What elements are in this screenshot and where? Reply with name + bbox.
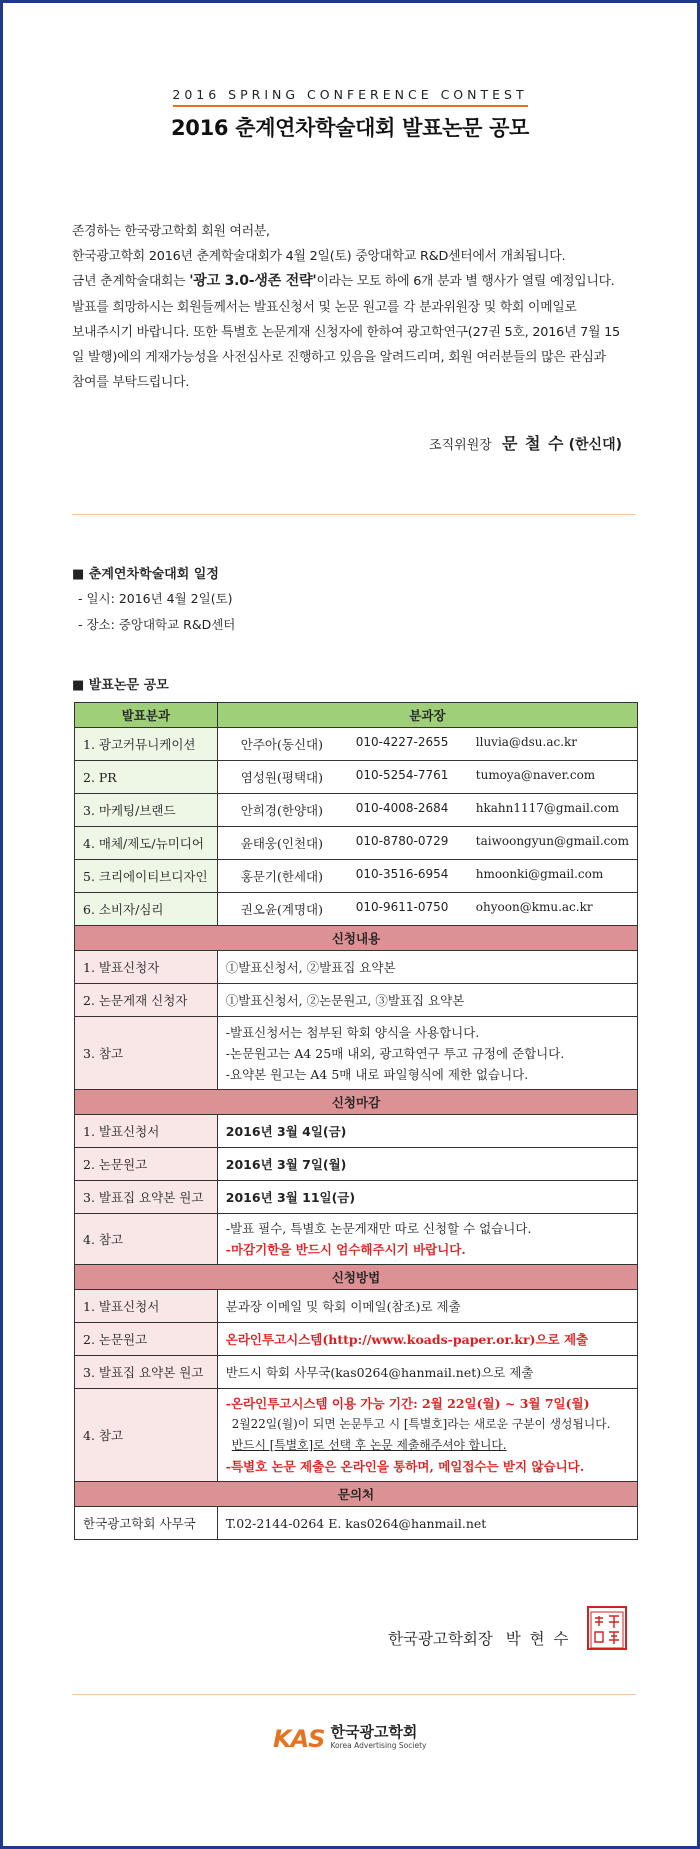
section-header-contact: 문의처 (75, 1482, 638, 1507)
row-value: 2016년 3월 11일(금) (217, 1181, 637, 1214)
division-row (75, 761, 638, 794)
chair-affiliation: (한신대) (568, 437, 622, 453)
president-name: 박 현 수 (505, 1630, 571, 1648)
division-phone: 010-9611-0750 (355, 900, 449, 914)
division-name: 5. 크리에이티브디자인 (75, 860, 218, 893)
section-header-method: 신청방법 (75, 1265, 638, 1290)
page-title: 2016 춘계연차학술대회 발표논문 공모 (170, 116, 530, 140)
page (3, 3, 697, 1846)
president-signature (388, 1627, 571, 1649)
table-row (75, 1507, 638, 1540)
table-row (75, 984, 638, 1017)
row-value: 2016년 3월 4일(금) (217, 1115, 637, 1148)
society-logo (273, 1725, 426, 1753)
invitation-letter (72, 219, 642, 395)
note-line: -발표 필수, 특별호 논문게재만 따로 신청할 수 없습니다. (225, 1221, 532, 1236)
section-header-row (75, 1265, 638, 1290)
column-header-chair: 분과장 (217, 703, 637, 728)
division-name: 4. 매체/제도/뉴미디어 (75, 827, 218, 860)
division-phone: 010-4008-2684 (355, 801, 449, 815)
row-value (217, 1389, 637, 1482)
row-label: 3. 발표집 요약본 원고 (75, 1181, 218, 1214)
letter-line: 존경하는 한국광고학회 회원 여러분, (72, 224, 270, 239)
chair-role: 조직위원장 (429, 438, 492, 453)
letter-line: 일 발행)에의 게재가능성을 사전심사로 진행하고 있음을 알려드리며, 회원 여러분들의 많은 관심과 (72, 350, 606, 366)
letter-text: 금년 춘계학술대회는 (72, 274, 190, 290)
division-chair: 권오윤(계명대) (240, 902, 323, 917)
chair-name: 문 철 수 (501, 434, 565, 453)
row-label: 2. 논문게재 신청자 (75, 984, 218, 1017)
row-value: 반드시 학회 사무국(kas0264@hanmail.net)으로 제출 (217, 1356, 637, 1389)
table-row (75, 1148, 638, 1181)
table-header-row (75, 703, 638, 728)
row-label: 1. 발표신청서 (75, 1290, 218, 1323)
row-value: ①발표신청서, ②발표집 요약본 (217, 951, 637, 984)
division-email[interactable]: ohyoon@kmu.ac.kr (475, 900, 593, 914)
division-chair: 윤태웅(인천대) (240, 836, 323, 851)
divider (72, 514, 636, 515)
table-row (75, 1181, 638, 1214)
division-email[interactable]: tumoya@naver.com (475, 768, 596, 782)
division-chair: 안주아(동신대) (240, 737, 323, 752)
letter-text: 이라는 모토 하에 6개 분과 별 행사가 열릴 예정입니다. (316, 274, 615, 290)
note-line-emphasis: -온라인투고시스템 이용 가능 기간: 2월 22일(월) ~ 3월 7일(월) (225, 1396, 590, 1411)
section-header-deadline: 신청마감 (75, 1090, 638, 1115)
schedule-date: - 일시: 2016년 4월 2일(토) (78, 591, 233, 606)
division-email[interactable]: hkahn1117@gmail.com (475, 801, 619, 815)
division-row (75, 860, 638, 893)
table-row (75, 1389, 638, 1482)
row-label: 4. 참고 (75, 1389, 218, 1482)
row-value: ①발표신청서, ②논문원고, ③발표집 요약본 (217, 984, 637, 1017)
section-header-row (75, 1482, 638, 1507)
seal-icon (589, 1610, 625, 1650)
contact-value: T.02-2144-0264 E. kas0264@hanmail.net (217, 1507, 637, 1540)
row-label: 3. 발표집 요약본 원고 (75, 1356, 218, 1389)
note-line: 2월22일(월)이 되면 논문투고 시 [특별호]라는 새로운 구분이 생성됩니다. (231, 1417, 611, 1431)
division-email[interactable]: lluvia@dsu.ac.kr (475, 735, 578, 749)
division-phone: 010-3516-6954 (355, 867, 449, 881)
division-name: 3. 마케팅/브랜드 (75, 794, 218, 827)
row-value: 2016년 3월 7일(월) (217, 1148, 637, 1181)
division-row (75, 794, 638, 827)
official-seal-stamp (587, 1606, 627, 1650)
division-row (75, 728, 638, 761)
letter-line: 참여를 부탁드립니다. (72, 375, 190, 391)
paper-call-table (74, 702, 638, 1540)
note-line-emphasis: -마감기한을 반드시 엄수해주시기 바랍니다. (225, 1242, 466, 1257)
row-label: 2. 논문원고 (75, 1148, 218, 1181)
table-row (75, 1356, 638, 1389)
division-row (75, 827, 638, 860)
column-header-division: 발표분과 (75, 703, 218, 728)
row-label: 2. 논문원고 (75, 1323, 218, 1356)
note-line: -논문원고는 A4 25매 내외, 광고학연구 투고 규정에 준합니다. (225, 1045, 565, 1061)
division-name: 2. PR (75, 761, 218, 794)
letter-line (72, 269, 642, 294)
division-chair: 홍문기(한세대) (240, 869, 323, 884)
logo-korean-name: 한국광고학회 (330, 1723, 418, 1741)
president-title: 한국광고학회장 (388, 1630, 493, 1648)
division-email[interactable]: taiwoongyun@gmail.com (475, 834, 629, 848)
note-line-emphasis: -특별호 논문 제출은 온라인을 통하며, 메일접수는 받지 않습니다. (225, 1459, 585, 1474)
section-header-apply: 신청내용 (75, 926, 638, 951)
note-line: 반드시 [특별호]로 선택 후 논문 제출해주셔야 합니다. (231, 1438, 507, 1452)
division-phone: 010-4227-2655 (355, 735, 449, 749)
contact-label: 한국광고학회 사무국 (75, 1507, 218, 1540)
online-submission-link[interactable]: 온라인투고시스템(http://www.koads-paper.or.kr)으로 제출 (217, 1323, 637, 1356)
row-value: 분과장 이메일 및 학회 이메일(참조)로 제출 (217, 1290, 637, 1323)
header-subtitle: 2016 SPRING CONFERENCE CONTEST (172, 87, 528, 102)
division-phone: 010-5254-7761 (355, 768, 449, 782)
row-value (217, 1214, 637, 1265)
division-chair: 안희경(한양대) (240, 803, 323, 818)
division-phone: 010-8780-0729 (355, 834, 449, 848)
division-email[interactable]: hmoonki@gmail.com (475, 867, 604, 881)
section-header-row (75, 926, 638, 951)
row-label: 3. 참고 (75, 1017, 218, 1090)
note-line: -요약본 원고는 A4 5매 내로 파일형식에 제한 없습니다. (225, 1066, 529, 1082)
section-header-row (75, 1090, 638, 1115)
organizing-chair (429, 431, 622, 454)
table-row (75, 1017, 638, 1090)
row-label: 1. 발표신청서 (75, 1115, 218, 1148)
schedule-place: - 장소: 중앙대학교 R&D센터 (78, 617, 236, 632)
row-label: 4. 참고 (75, 1214, 218, 1265)
logo-english-name: Korea Advertising Society (330, 1741, 427, 1750)
division-name: 1. 광고커뮤니케이션 (75, 728, 218, 761)
division-row (75, 893, 638, 926)
table-row (75, 1323, 638, 1356)
letter-line: 발표를 희망하시는 회원들께서는 발표신청서 및 논문 원고를 각 분과위원장 및 학회 이메일로 (72, 299, 577, 315)
letter-line: 보내주시기 바랍니다. 또한 특별호 논문게재 신청자에 한하여 광고학연구(27권 5호, 2016년 7월 15 (72, 324, 620, 340)
division-chair: 염성원(평택대) (240, 770, 323, 785)
row-label: 1. 발표신청자 (75, 951, 218, 984)
table-row (75, 1290, 638, 1323)
division-name: 6. 소비자/심리 (75, 893, 218, 926)
subtitle-divider (173, 105, 528, 107)
paper-call-title: ■ 발표논문 공모 (72, 678, 169, 693)
schedule-list (78, 586, 235, 638)
note-line: -발표신청서는 첨부된 학회 양식을 사용합니다. (225, 1024, 480, 1040)
letter-line: 한국광고학회 2016년 춘계학술대회가 4월 2일(토) 중앙대학교 R&D센터에서 개최됩니다. (72, 249, 566, 265)
table-row (75, 1115, 638, 1148)
schedule-title: ■ 춘계연차학술대회 일정 (72, 567, 219, 582)
table-row (75, 1214, 638, 1265)
conference-motto: '광고 3.0-생존 전략' (189, 273, 317, 290)
table-row (75, 951, 638, 984)
divider (72, 1694, 636, 1695)
logo-mark: KAS (273, 1725, 325, 1753)
header (3, 87, 697, 142)
row-value (217, 1017, 637, 1090)
